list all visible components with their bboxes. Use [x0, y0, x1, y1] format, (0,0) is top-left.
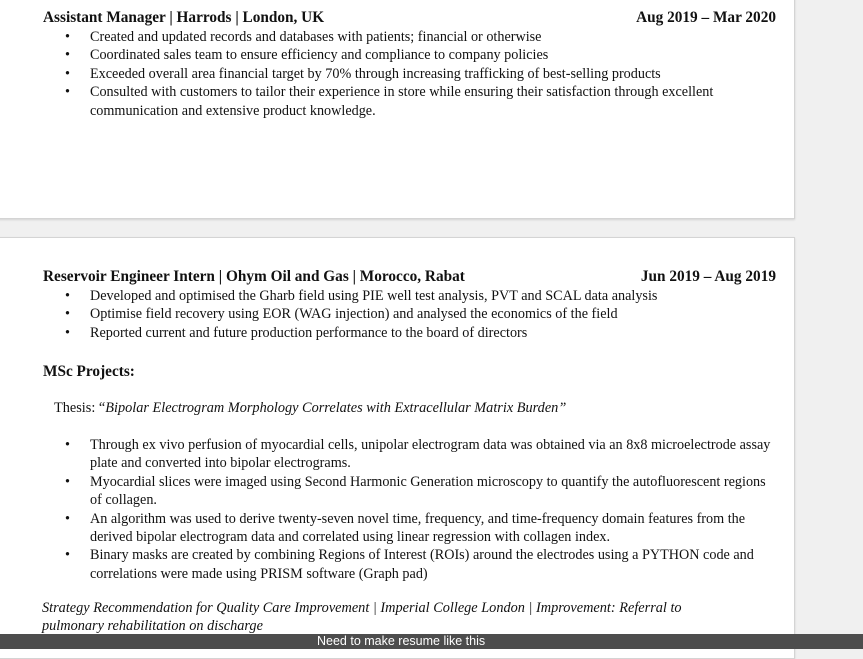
- thesis-bullets: [43, 436, 776, 583]
- job-header-ohym: [43, 268, 776, 286]
- bullet-item: • Coordinated sales team to ensure efficiency and compliance to company policies: [43, 46, 776, 64]
- job-dates: Aug 2019 – Mar 2020: [636, 9, 776, 26]
- job-title: Assistant Manager | Harrods | London, UK: [43, 9, 325, 26]
- bullet-item: • Through ex vivo perfusion of myocardial cells, unipolar electrogram data was obtained via an 8x8 microelectrode assay plate and converted into bipolar electrograms.: [43, 436, 776, 473]
- job-title: Reservoir Engineer Intern | Ohym Oil and Gas | Morocco, Rabat: [43, 268, 465, 285]
- thesis-title: Bipolar Electrogram Morphology Correlates with Extracellular Matrix Burden”: [105, 400, 567, 416]
- bullet-item: • Developed and optimised the Gharb field using PIE well test analysis, PVT and SCAL data analysis: [43, 287, 776, 305]
- bullet-item: • Reported current and future production performance to the board of directors: [43, 324, 776, 342]
- job-bullets-harrods: [43, 28, 776, 120]
- project-title-line: Strategy Recommendation for Quality Care Improvement | Imperial College London | Improvement: Referral to pulmonary rehabilitation on discharge: [42, 600, 682, 634]
- document-page-2: [0, 237, 795, 659]
- caption-bar: [0, 634, 863, 649]
- bullet-item: • Created and updated records and databases with patients; financial or otherwise: [43, 28, 776, 46]
- job-dates: Jun 2019 – Aug 2019: [640, 268, 776, 285]
- bullet-item: • Binary masks are created by combining Regions of Interest (ROIs) around the electrodes using a PYTHON code and correlations were made using PRISM software (Graph pad): [43, 546, 776, 583]
- job-header-harrods: [43, 9, 776, 27]
- caption-text: Need to make resume like this: [317, 634, 486, 648]
- bullet-item: • An algorithm was used to derive twenty-seven novel time, frequency, and time-frequency domain features from the derived bipolar electrogram data and correlated using linear regression with collagen index.: [43, 510, 776, 547]
- section-heading-msc: MSc Projects:: [43, 363, 135, 380]
- bullet-item: • Exceeded overall area financial target by 70% through increasing trafficking of best-selling products: [43, 65, 776, 83]
- document-page-1: [0, 0, 795, 219]
- bullet-item: • Myocardial slices were imaged using Second Harmonic Generation microscopy to quantify the autofluorescent regions of collagen.: [43, 473, 776, 510]
- bullet-item: • Optimise field recovery using EOR (WAG injection) and analysed the economics of the field: [43, 305, 776, 323]
- bullet-item: • Consulted with customers to tailor their experience in store while ensuring their satisfaction through excellent communication and extensive product knowledge.: [43, 83, 776, 120]
- thesis-line: [54, 399, 566, 417]
- job-bullets-ohym: [43, 287, 776, 342]
- thesis-label: Thesis: “: [54, 400, 106, 416]
